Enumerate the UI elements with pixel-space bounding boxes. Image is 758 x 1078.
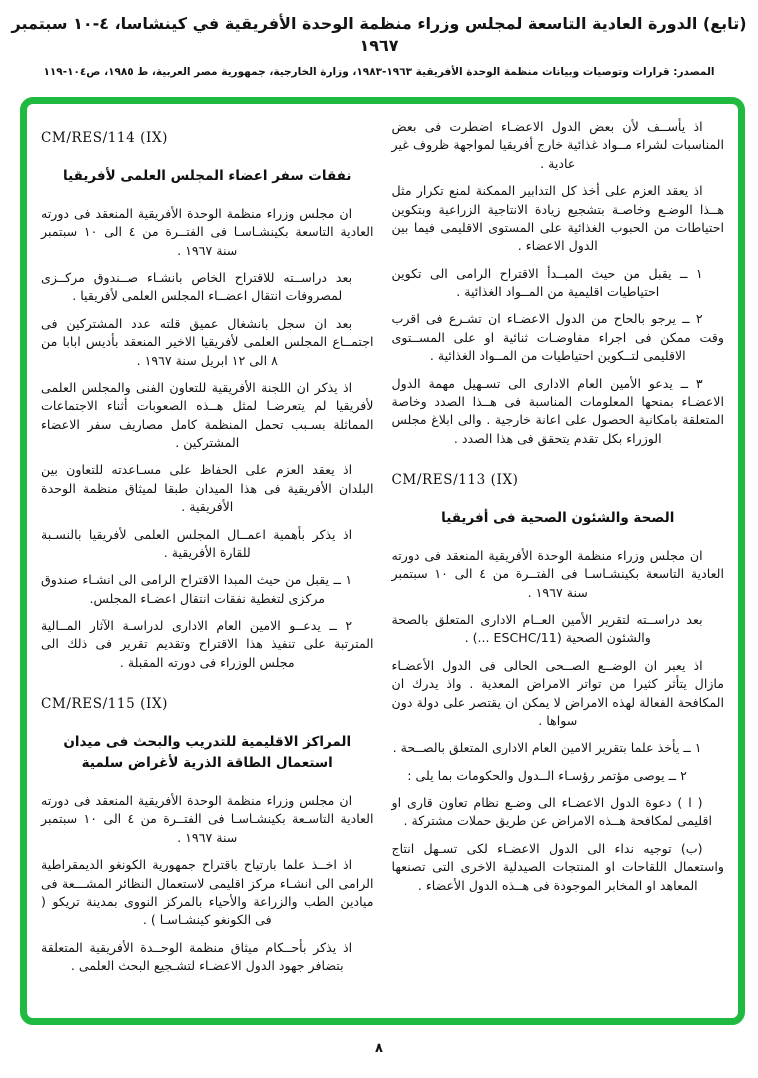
paragraph: اذ يذكر بأهمية اعمــال المجلس العلمى لأفريقيا بالنسـبة للقارة الأفريقية . (41, 526, 353, 560)
resolution-section (41, 130, 374, 672)
section-body (392, 118, 725, 448)
paragraph: ١ ــ يقبل من حيث المبدا الاقتراح الرامى الى انشـاء صندوق مركزى لتغطية نفقات انتقال اعضـاء المجلس. (41, 572, 353, 606)
paragraph: ١ ــ يقبل من حيث المبــدأ الاقتراح الرامى الى تكوين احتياطيات اقليمية من المــواد الغذائية . (391, 265, 703, 299)
paragraph: ان مجلس وزراء منظمة الوحدة الأفريقية المنعقد فى دورته العادية التاسـعة بكينشـاسـا فى الفتــرة من ٤ الى ١٠ سبتمبر سنة ١٩٦٧ . (41, 793, 374, 845)
paragraph: ٢ ــ يرجو بالحاح من الدول الاعضـاء ان تشـرع فى اقرب وقت ممكن فى اجراء مفاوضـات ثنائية او على المســتوى الاقليمى لتــكوين احتياطيات من المــواد الغذائية . (391, 311, 724, 364)
paragraph: (ب) توجيه نداء الى الدول الاعضـاء لكى تسـهل انتاج واستعمال اللقاحات او المنتجات الصيدلية الاخرى التى تصنعها المعاهد او المخابر الموجودة فى هــذه الدول الأعضاء . (391, 840, 724, 893)
paragraph: اذ يأســف لأن بعض الدول الاعضـاء اضطرت فى بعض المناسبات لشراء مــواد غذائية خارج أفريقيا لمواجهة ظروف غير عادية . (391, 119, 724, 171)
resolution-title: المراكز الاقليمية للتدريب والبحث فى ميدان استعمال الطاقة الذرية لأغراض سلمية (63, 734, 352, 772)
paragraph: ١ ــ يأخذ علما بتقرير الامين العام الادارى المتعلق بالصــحة . (392, 740, 702, 756)
paragraph: ( ا ) دعوة الدول الاعضـاء الى وضـع نظام تعاون قارى او اقليمى لمكافحة هــذه الامراض عن طريق حملات مشتركة . (391, 795, 712, 829)
paragraph: بعد دراســته للاقتراح الخاص بانشـاء صــندوق مركــزى لمصروفات انتقال اعضــاء المجلس العلمى لأفريقيا . (41, 270, 353, 304)
paragraph: بعد ان سجل بانشغال عميق قلته عدد المشتركين فى اجتمــاع المجلس العلمى لأفريقيا الاخير المنعقد بأديس ابابا من ٨ الى ١٢ ابريل سنة ١٩٦٧ . (41, 315, 374, 368)
page-number: ٨ (375, 1041, 383, 1056)
paragraph: ٣ ــ يدعو الأمين العام الادارى الى تسـهيل مهمة الدول الاعضـاء بمنحها المعلومات المناسبة فى هــذا الصدد وخاصة المتعلقة بامكانية الحصول على اعانة خارجية . والى ابلاغ مجلس الوزراء بكل تقدم يتحقق فى هذا الصدد . (391, 375, 724, 446)
paragraph: ٢ ــ يوصى مؤتمر رؤسـاء الــدول والحكومات بما يلى : (407, 767, 687, 783)
paragraph: اذ يعقد العزم على أخذ كل التدابير الممكنة لمنع تكرار مثل هــذا الوضـع وخاصـة بتشجيع زيادة الانتاجية الزراعية وبتكوين احتياطات من الحبوب الغذائية على المستوى الاقليمى فيما بين الدول الاعضاء . (391, 183, 724, 254)
paragraph: اذ اخــذ علما بارتياح باقتراح جمهورية الكونغو الديمقراطية الرامى الى انشـاء مركز اقليمى لاستعمال النظائر المشـــعة فى ميادين الطب والزراعة والأحياء بالمركز النووى بمدينة تريكو ( فى الكونغو كينشـاسـا ) . (41, 857, 374, 928)
paragraph: اذ يذكر بأحــكام ميثاق منظمة الوحــدة الأفريقية المتعلقة بتضافر جهود الدول الاعضـاء لتشـجيع البحث العلمى . (41, 939, 353, 974)
paragraph: بعد دراســته لتقرير الأمين العــام الادارى المتعلق بالصحة والشئون الصحية (ESCHC/11 ...) . (391, 612, 703, 646)
section-body (41, 205, 374, 672)
two-column-layout (41, 118, 724, 1010)
resolution-title: نفقات سفر اعضاء المجلس العلمى لأفريقيا (63, 168, 352, 184)
source-line: المصدر: قرارات وتوصيات وبيانات منظمة الوحدة الأفريقية ١٩٦٣-١٩٨٣، وزارة الخارجية، جمهورية مصر العربية، ط ١٩٨٥، ص١٠٤-١١٩ (43, 65, 715, 78)
resolution-section (392, 472, 725, 895)
resolution-section (41, 696, 374, 975)
resolution-title: الصحة والشئون الصحية فى أفريقيا (441, 510, 675, 526)
column-right (392, 118, 725, 1010)
resolution-section (392, 118, 725, 448)
section-body (41, 792, 374, 975)
page-header (0, 0, 758, 78)
resolution-code: CM/RES/114 (IX) (41, 130, 169, 146)
content-border (20, 97, 745, 1025)
paragraph: ان مجلس وزراء منظمة الوحدة الأفريقية المنعقد فى دورته العادية التاسعة بكينشـاسـا فى الفتــرة من ٤ الى ١٠ سبتمبر سنة ١٩٦٧ . (391, 547, 725, 600)
paragraph: اذ يعقد العزم على الحفاظ على مسـاعدته للتعاون بين البلدان الأفريقية فى هذا الميدان طبقا لميثاق منظمة الوحدة الأفريقية . (41, 462, 374, 515)
paragraph: ٢ ــ يدعــو الامين العام الادارى لدراسـة الآثار المــالية المترتبة على تنفيذ هذا الاقتراح وتقديم تقرير فى ذلك الى مجلس الوزراء فى دورته المقبلة . (41, 618, 374, 670)
paragraph: اذ يذكر ان اللجنة الأفريقية للتعاون الفنى والمجلس العلمى لأفريقيا لم يتعرضـا لمثل هــذه الصعوبات أثناء الاجتماعات المماثلة بسـبب تحمل المنظمة كامل مصاريف سفر الاعضاء المشتركين . (41, 379, 374, 451)
column-left (41, 118, 374, 1010)
paragraph: ان مجلس وزراء منظمة الوحدة الأفريقية المنعقد فى دورته العادية التاسعة بكينشـاسـا فى الفتــرة من ٤ الى ١٠ سبتمبر سنة ١٩٦٧ . (41, 205, 374, 258)
resolution-code: CM/RES/113 (IX) (391, 472, 519, 488)
resolution-code: CM/RES/115 (IX) (41, 696, 169, 713)
section-body (392, 547, 725, 895)
paragraph: اذ يعبر ان الوضــع الصــحى الحالى فى الدول الأعضـاء مازال يتأثر كثيرا من تواتر الامراض المعدية . واذ يدرك ان المكافحة الفعالة لهذه الامراض لا يمكن ان يقتصر على دولة دون سواها . (391, 657, 724, 728)
document-title: (تابع) الدورة العادية التاسعة لمجلس وزراء منظمة الوحدة الأفريقية في كينشاسا، ٤-١٠ سبتمبر ١٩٦٧ (11, 14, 747, 56)
